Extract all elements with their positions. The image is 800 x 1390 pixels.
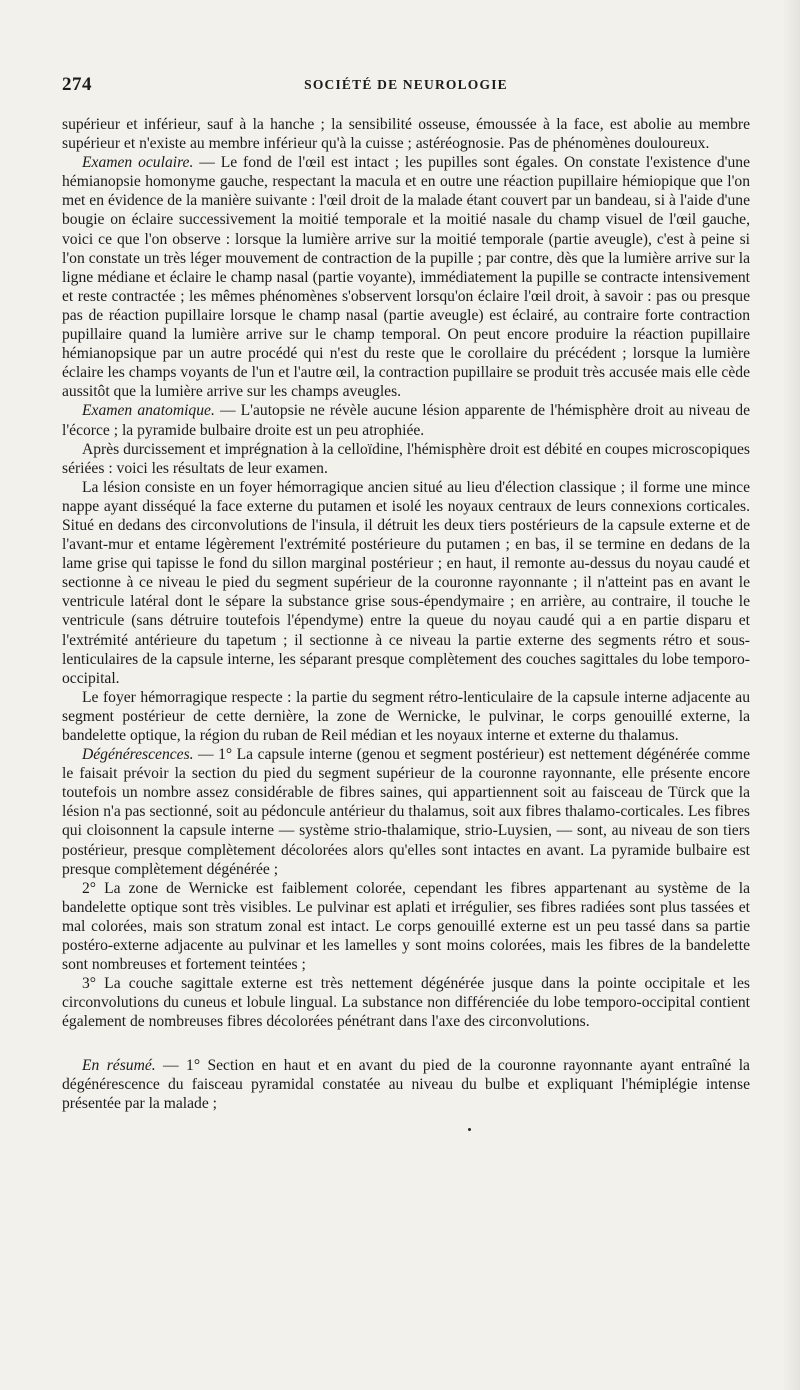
paragraph-text: — 1° Section en haut et en avant du pied de la couronne rayonnante ayant entraîné la dégénérescence du faisceau pyramidal constatée au niveau du bulbe et expliquant l'hémiplégie intense présentée par la malade ; [62,1056,750,1112]
paragraph-text: — L'autopsie ne révèle aucune lésion apparente de l'hémisphère droit au niveau de l'écorce ; la pyramide bulbaire droite est un peu atrophiée. [62,402,751,439]
paragraph-text: — Le fond de l'œil est intact ; les pupilles sont égales. On constate l'existence d'une hémianopsie homonyme gauche, respectant la macula et en outre une réaction pupillaire hémiopique que l'on met en évidence de la manière suivante : l'œil droit de la malade étant couvert par un bandeau, si à l'aide d'une bougie on éclaire successivement la moitié temporale et la moitié nasale du champ visuel de l'œil gauche, voici ce que l'on observe : lorsque la lumière arrive sur la moitié temporale (partie aveugle), c'est à peine si l'on constate un très léger mouvement de contraction de la pupille ; par contre, dès que la lumière arrive sur la ligne médiane et éclaire le champ nasal (partie voyante), immédiatement la pupille se contracte intensivement et reste contractée ; les mêmes phénomènes s'observent lorsqu'on éclaire l'œil droit, à savoir : pas ou presque pas de réaction pupillaire lorsque le champ nasal (partie aveugle) est éclairé, au contraire forte contraction pupillaire quand la lumière arrive sur le champ temporal. On peut encore produire la réaction pupillaire hémianopsique par un autre procédé qui n'est du reste que le corollaire du précédent ; lorsque la lumière éclaire les champs voyants de l'un et l'autre œil, la contraction pupillaire se produit très accusée mais elle cède aussitôt que la lumière arrive sur les champs aveugles. [62,154,750,401]
paragraph-foyer [62,688,750,745]
paragraph-1 [62,115,750,153]
paragraph-point-2 [62,879,750,974]
paragraph-text: — 1° La capsule interne (genou et segment postérieur) est nettement dégénérée comme le faisait prévoir la section du pied du segment supérieur de la couronne rayonnante, elle présente encore toutefois un nombre assez considérable de fibres saines, qui appartiennent soit au faisceau de Türck que la lésion n'a pas sectionné, soit au pédoncule antérieur du thalamus, soit aux fibres thalamo-corticales. Les fibres qui cloisonnent la capsule interne — système strio-thalamique, strio-Luysien, — sont, au niveau de son tiers postérieur, presque complètement décolorées alors qu'elles sont intactes en avant. La pyramide bulbaire est presque complètement dégénérée ; [62,746,750,878]
paragraph-text: 2° La zone de Wernicke est faiblement colorée, cependant les fibres appartenant au système de la bandelette optique sont très visibles. Le pulvinar est aplati et irrégulier, ses fibres radiées sont plus tassées et mal colorées, mais son stratum zonal est intact. Le corps genouillé externe est un peu tassé dans sa partie postéro-externe adjacente au pulvinar et les lamelles y sont moins colorées, mais les fibres de la bandelette sont nombreuses et fortement teintées ; [62,879,750,974]
running-head: SOCIÉTÉ DE NEUROLOGIE [304,77,508,92]
paragraph-text: 3° La couche sagittale externe est très nettement dégénérée jusque dans la pointe occipitale et les circonvolutions du cuneus et lobule lingual. La substance non différenciée du lobe temporo-occipital contient également de nombreuses fibres décolorées pénétrant dans l'axe des circonvolutions. [62,975,750,1031]
paragraph-lead: Dégénérescences. [82,746,194,764]
section-gap [62,1032,750,1056]
paragraph-examen-anatomique [62,401,750,439]
page-number: 274 [62,74,92,95]
paragraph-text: Après durcissement et imprégnation à la celloïdine, l'hémisphère droit est débité en coupes microscopiques sériées : voici les résultats de leur examen. [62,440,750,477]
paragraph-lead: Examen anatomique. [82,402,215,420]
page-edge-shadow [782,0,800,1390]
paragraph-examen-oculaire [62,153,750,401]
paragraph-point-3 [62,974,750,1031]
ink-speck [468,1128,471,1131]
paragraph-degenerescences [62,745,750,879]
paragraph-text: La lésion consiste en un foyer hémorragique ancien situé au lieu d'élection classique ; il forme une mince nappe ayant disséqué la face externe du putamen et isolé les noyaux centraux de leurs connexions corticales. Situé en dedans des circonvolutions de l'insula, il détruit les deux tiers postérieurs de la capsule externe et de l'avant-mur et entame légèrement l'extrémité postérieure du putamen ; en bas, il se termine en dedans de la lame grise qui tapisse le fond du sillon marginal postérieur ; en haut, il remonte au-dessus du noyau caudé et sectionne à ce niveau le pied du segment supérieur de la couronne rayonnante ; il n'atteint pas en avant le ventricule latéral dont le sépare la substance grise sous-épendymaire ; en arrière, au contraire, il touche le ventricule (sans détruire toutefois l'épendyme) entre la queue du noyau caudé qui a en partie disparu et l'extrémité antérieure du tapetum ; il sectionne à ce niveau la partie externe des segments rétro et sous-lenticulaires de la capsule interne, les séparant presque complètement des couches sagittales du lobe temporo-occipital. [62,478,750,687]
page-header [62,74,750,98]
paragraph-text: Le foyer hémorragique respecte : la partie du segment rétro-lenticulaire de la capsule interne adjacente au segment postérieur de cette dernière, la zone de Wernicke, le pulvinar, le corps genouillé externe, la bandelette optique, la région du ruban de Reil médian et les noyaux interne et externe du thalamus. [62,688,750,744]
page-body [62,115,750,1113]
paragraph-durcissement [62,440,750,478]
paragraph-lead: En résumé. [82,1056,156,1074]
paragraph-lead: Examen oculaire. [82,154,194,172]
paragraph-en-resume [62,1056,750,1113]
paragraph-lesion [62,478,750,688]
paragraph-text: supérieur et inférieur, sauf à la hanche ; la sensibilité osseuse, émoussée à la face, est abolie au membre supérieur et n'existe au membre inférieur qu'à la cuisse ; astéréognosie. Pas de phénomènes douloureux. [62,116,750,153]
